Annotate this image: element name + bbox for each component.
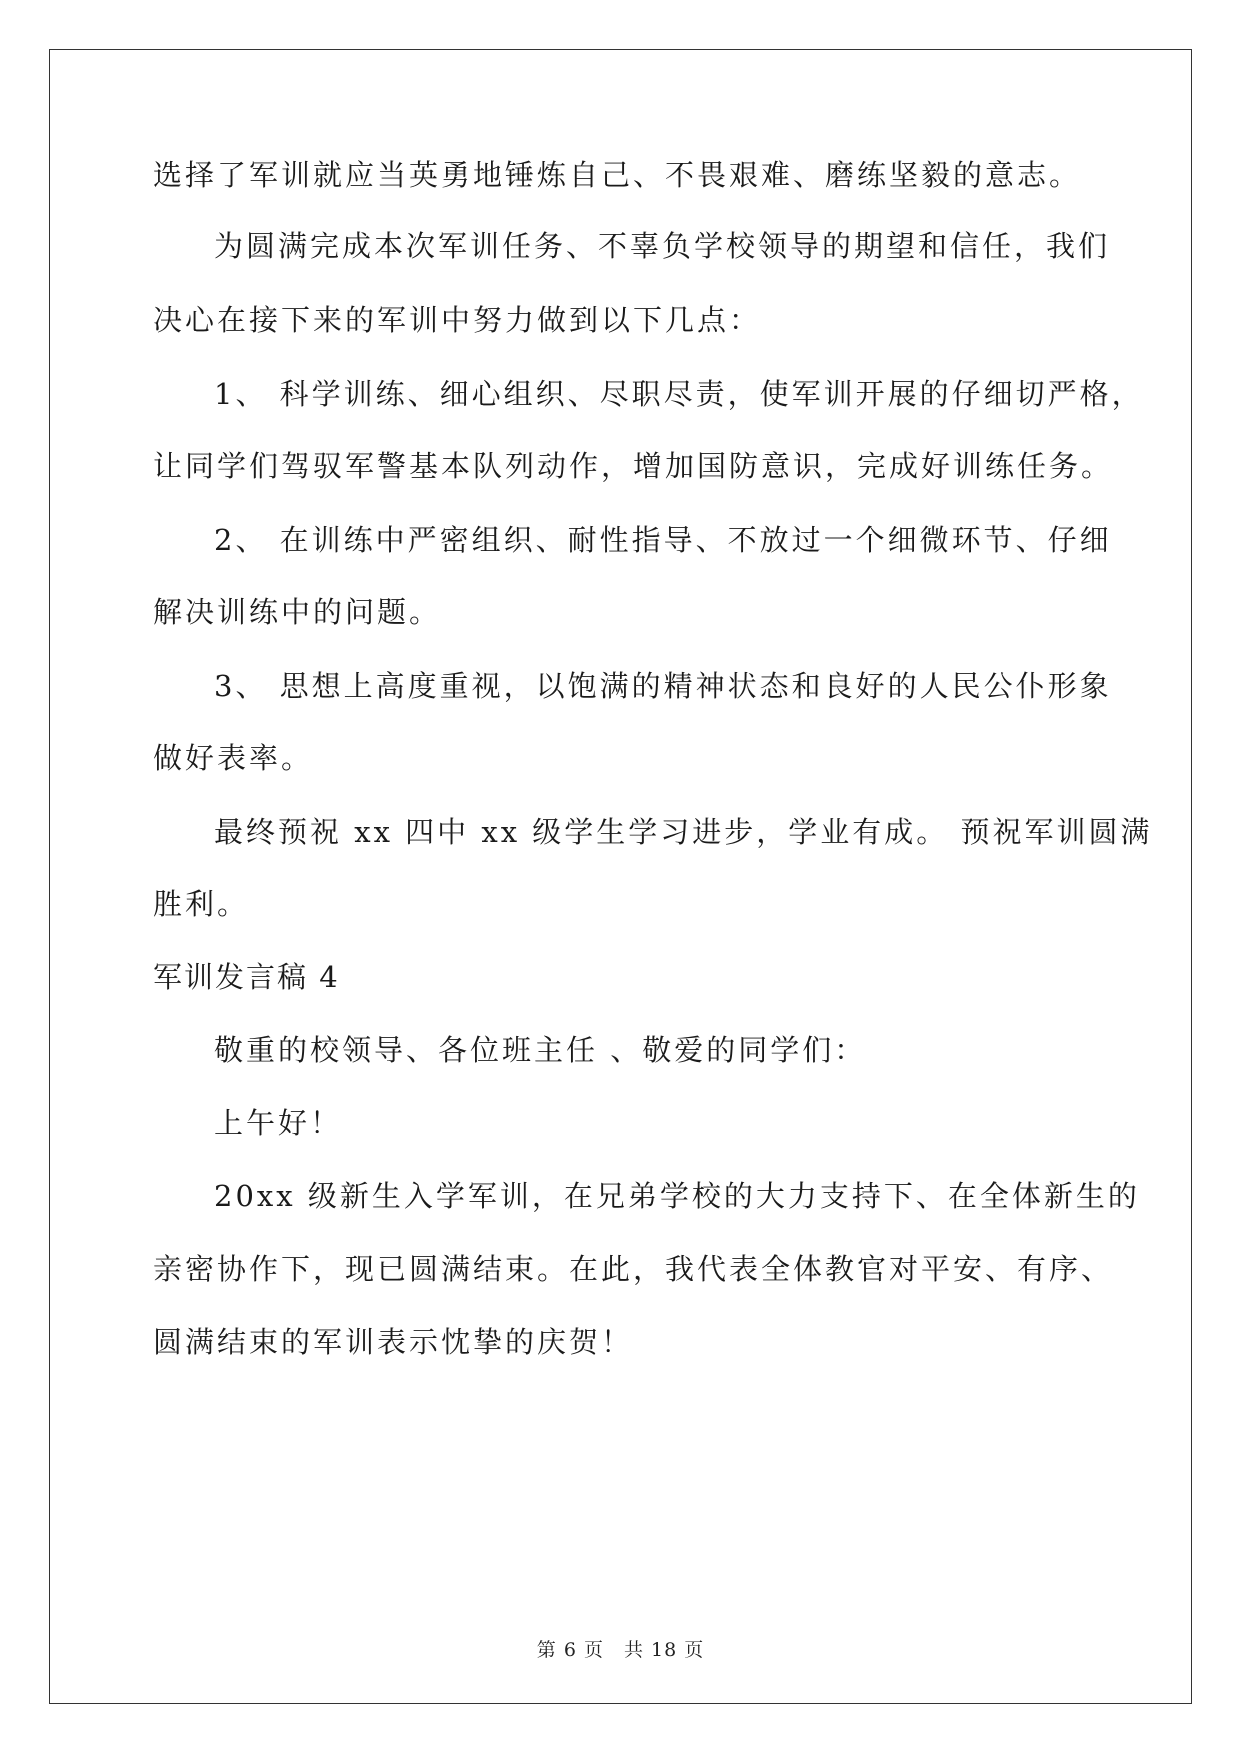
section-heading: 军训发言稿 4 xyxy=(153,960,340,994)
paragraph-line: 20xx 级新生入学军训，在兄弟学校的大力支持下、在全体新生的 xyxy=(214,1179,1140,1213)
paragraph-line: 2、 在训练中严密组织、耐性指导、不放过一个细微环节、仔细 xyxy=(214,523,1112,557)
page-border xyxy=(49,49,1192,1704)
paragraph-line: 敬重的校领导、各位班主任 、敬爱的同学们： xyxy=(214,1033,867,1067)
paragraph-line: 决心在接下来的军训中努力做到以下几点： xyxy=(153,303,762,337)
paragraph-line: 做好表率。 xyxy=(153,741,314,775)
paragraph-line: 最终预祝 xx 四中 xx 级学生学习进步，学业有成。 预祝军训圆满 xyxy=(214,815,1153,849)
paragraph-line: 3、 思想上高度重视，以饱满的精神状态和良好的人民公仆形象 xyxy=(214,669,1112,703)
paragraph-line: 让同学们驾驭军警基本队列动作，增加国防意识，完成好训练任务。 xyxy=(153,449,1114,483)
page-number-footer: 第 6 页 共 18 页 xyxy=(536,1639,705,1661)
paragraph-line: 上午好！ xyxy=(214,1106,343,1140)
paragraph-line: 亲密协作下，现已圆满结束。在此，我代表全体教官对平安、有序、 xyxy=(153,1252,1114,1286)
paragraph-line: 为圆满完成本次军训任务、不辜负学校领导的期望和信任，我们 xyxy=(214,229,1111,263)
paragraph-line: 圆满结束的军训表示忱挚的庆贺！ xyxy=(153,1325,634,1359)
paragraph-line: 1、 科学训练、细心组织、尽职尽责，使军训开展的仔细切严格， xyxy=(214,377,1144,411)
paragraph-line: 解决训练中的问题。 xyxy=(153,595,442,629)
paragraph-line: 胜利。 xyxy=(153,887,250,921)
paragraph-line: 选择了军训就应当英勇地锤炼自己、不畏艰难、磨练坚毅的意志。 xyxy=(153,158,1082,192)
